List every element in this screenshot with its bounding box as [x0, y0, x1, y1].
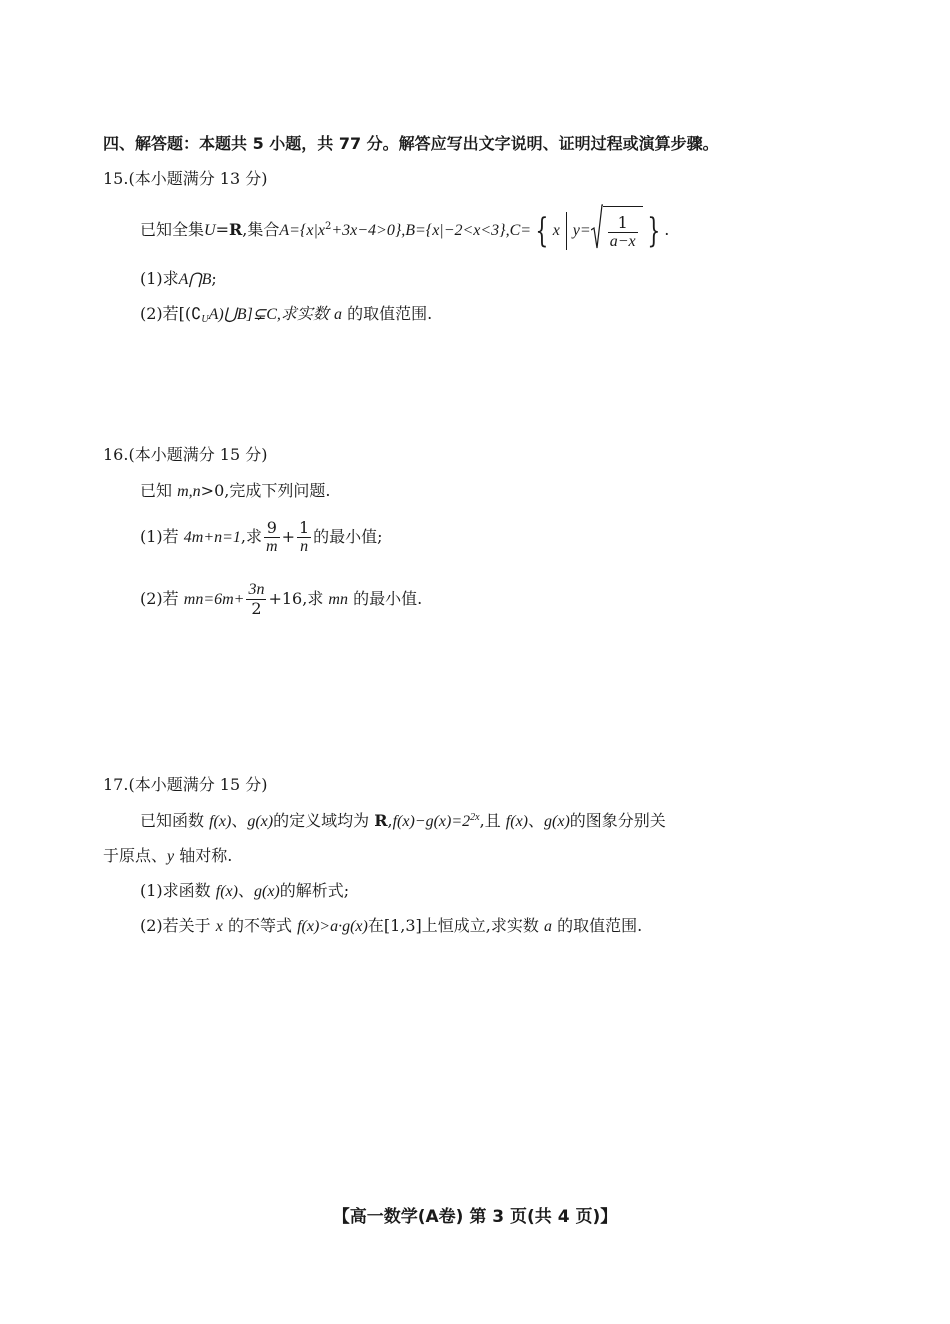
set-bar: [566, 212, 567, 250]
q15-label: 15.(本小题满分 13 分): [103, 169, 268, 188]
q16-stem-suffix: >0,完成下列问题.: [200, 481, 331, 500]
q17-p1-end: 的解析式;: [279, 881, 350, 900]
q16-stem: [140, 480, 330, 503]
q16-plus: +: [281, 527, 295, 546]
q16-part2: [140, 578, 422, 620]
q16-f1-num: 9: [264, 519, 280, 538]
q17-eq-lhs: f(x)−g(x)=2: [392, 813, 471, 830]
q15-part2: [140, 303, 432, 326]
q15-C-fraction: [608, 214, 638, 251]
q17-p1-gx: g(x): [253, 883, 280, 900]
q16-p1-suffix: 的最小值;: [313, 527, 383, 546]
q16-p1-mid: ,求: [240, 527, 263, 546]
q15-p1-prefix: (1)求: [140, 269, 179, 288]
q17-gx: g(x): [247, 813, 274, 830]
q15-U: U: [204, 222, 216, 239]
q17-eq-exp: 2x: [470, 812, 480, 823]
right-brace: }: [646, 210, 660, 251]
q16-part1: [140, 516, 383, 558]
q16-f2-num: 1: [298, 518, 310, 537]
q16-label: 16.(本小题满分 15 分): [103, 445, 268, 464]
q17-p2-x: x: [215, 918, 223, 935]
q16-p2-lhs: mn=6m+: [183, 591, 245, 608]
q17-part2: [140, 915, 642, 938]
q16-f1-den: m: [266, 538, 278, 555]
q15-stem-prefix: 已知全集: [140, 220, 205, 239]
q17-p2-suffix: 的取值范围.: [557, 916, 643, 935]
radical-sign: [591, 204, 603, 250]
q17-gx-2: g(x): [544, 813, 570, 830]
section-heading: 四、解答题：本题共 5 小题，共 77 分。解答应写出文字说明、证明过程或演算步骤。: [103, 134, 719, 153]
q17-p1-sep: 、: [237, 881, 254, 900]
q15-p2-prefix: (2)若[(∁: [140, 304, 202, 323]
q17-p2-prefix: (2)若关于: [140, 916, 211, 935]
q17-stem-d: ,且: [479, 811, 501, 830]
q17-R: R: [374, 811, 388, 830]
q16-p2-suffix: 的最小值.: [353, 589, 423, 608]
q17-stem-a: 已知函数: [140, 811, 205, 830]
q16-frac-3n-over-2: [246, 581, 266, 618]
q17-fx: f(x): [209, 813, 232, 830]
q17-p1-fx: f(x): [215, 883, 238, 900]
q15-C-x: x: [552, 222, 560, 239]
q15-A-def-post: +3x−4>0},B={x|−2<x<3},C=: [331, 222, 532, 239]
q16-stem-vars: m,n: [177, 483, 201, 500]
q16-p2-rhs: +16: [268, 589, 303, 608]
q17-sep: 、: [231, 811, 248, 830]
q17-stem-line1: [140, 810, 666, 833]
q17-stem-b: 的定义域均为: [273, 811, 370, 830]
q15-A-def-pre: A={x|x: [279, 222, 325, 239]
q15-p1-suffix: ;: [211, 269, 217, 288]
q17-stem-c: ,: [387, 811, 393, 830]
q17-stem-line2: [103, 845, 232, 868]
q15-set-word: ,集合: [242, 220, 280, 239]
left-brace: {: [535, 210, 549, 251]
q15-p2-suffix: 的取值范围.: [347, 304, 433, 323]
q17-stem-line2-end: 轴对称.: [179, 846, 233, 865]
q16-frac-1-over-n: [297, 519, 311, 556]
q15-stem: 已知全集U=R,集合$A=\{x|x^2+3x-4>0\},B=\{x|-2<x<3\},C=$ { x y= $\frac{1}{a-x}$ } .: [140, 206, 669, 252]
q16-p1-prefix: (1)若: [140, 527, 179, 546]
q17-stem-line2-text: 于原点、: [103, 846, 168, 865]
q16-p2-f-den: 2: [251, 599, 262, 618]
q15-R: R: [228, 220, 243, 239]
q15-p2-sub: U: [201, 314, 209, 325]
q15-C-y: y=: [572, 222, 591, 239]
q15-part1: [140, 268, 217, 291]
q16-p1-cond: 4m+n=1: [183, 529, 241, 546]
q15-p2-var: a: [333, 306, 342, 323]
q16-frac-9-over-m: [264, 519, 280, 556]
q15-C-num: 1: [608, 214, 638, 233]
q16-p2-prefix: (2)若: [140, 589, 179, 608]
q16-p2-mid: ,求: [302, 589, 324, 608]
q17-label: 17.(本小题满分 15 分): [103, 775, 268, 794]
q16-stem-prefix: 已知: [140, 481, 173, 500]
q16-p2-var: mn: [328, 591, 348, 608]
q17-p2-range: 在[1,3]上恒成立,求实数: [367, 916, 539, 935]
q17-p2-mid: 的不等式: [227, 916, 292, 935]
q17-p1: (1)求函数: [140, 881, 211, 900]
q17-stem-e: 的图象分别关: [569, 811, 666, 830]
q16-p2-f-num: 3n: [248, 581, 265, 598]
q17-y: y: [167, 848, 175, 865]
q15-p2-mid: A)⋃B]⊊C,求实数: [208, 306, 329, 323]
page-footer: 【高一数学(A卷) 第 3 页(共 4 页)】: [332, 1207, 618, 1227]
q16-f2-den: n: [300, 538, 309, 555]
q17-fx-2: f(x): [505, 813, 528, 830]
q17-sep-2: 、: [528, 811, 545, 830]
q17-p2-var: a: [543, 918, 552, 935]
q17-p2-ineq: f(x)>a·g(x): [297, 918, 368, 935]
q15-p1-expr: A⋂B: [178, 271, 212, 288]
q15-C-den: a−x: [609, 233, 636, 250]
sqrt-expression: [591, 206, 643, 255]
q17-part1: [140, 880, 349, 903]
